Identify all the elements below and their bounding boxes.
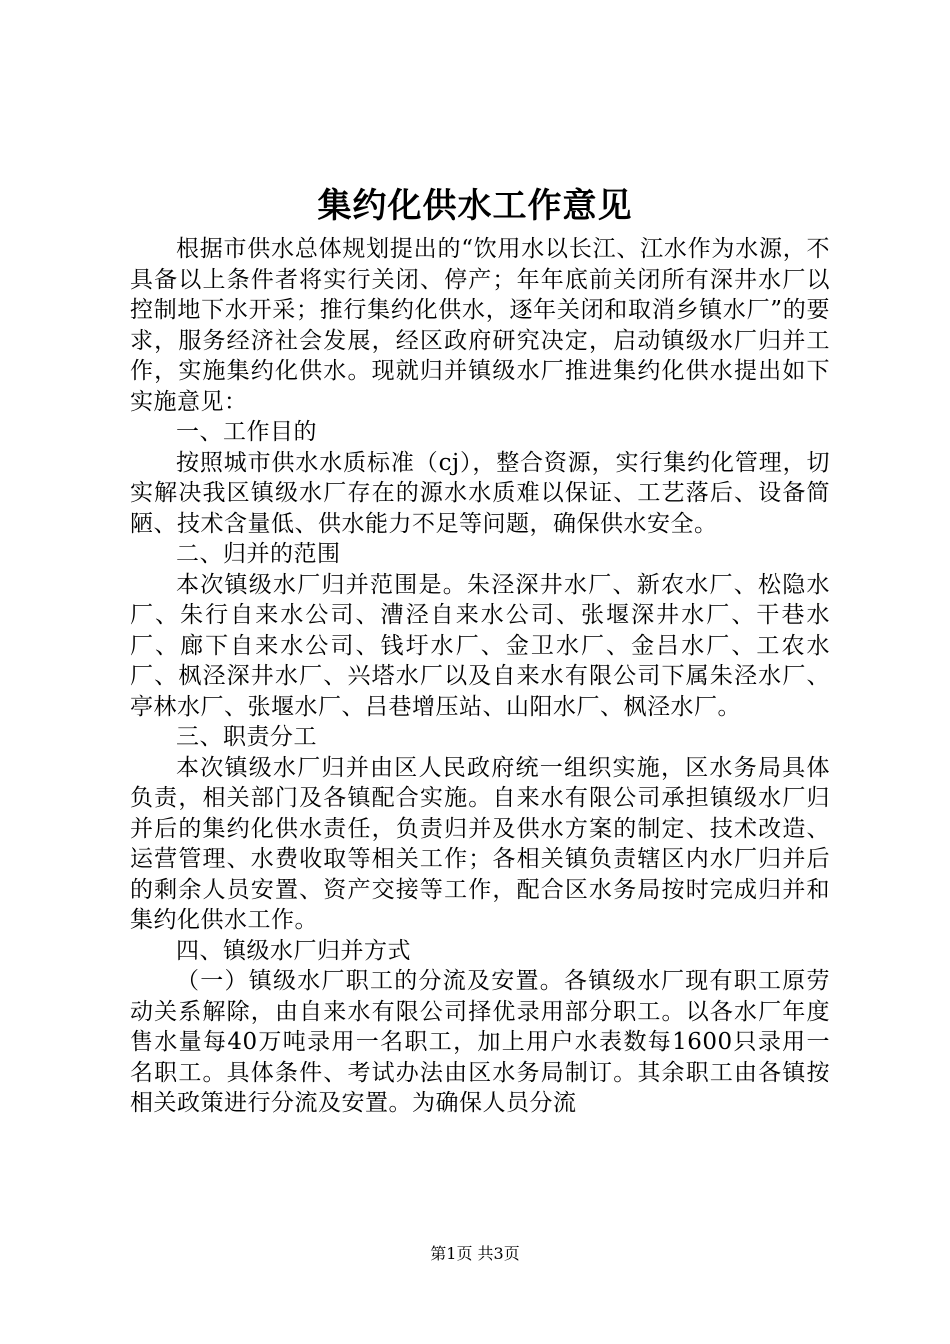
section-heading-3: 三、职责分工 (176, 724, 317, 750)
section-paragraph-2: 本次镇级水厂归并范围是。朱泾深井水厂、新农水厂、松隐水厂、朱行自来水公司、漕泾自来水公司、张堰深井水厂、干巷水厂、廊下自来水公司、钱圩水厂、金卫水厂、金吕水厂、工农水厂、枫泾深井水厂、兴塔水厂以及自来水有限公司下属朱泾水厂、亭林水厂、张堰水厂、吕巷增压站、山阳水厂、枫泾水厂。 (130, 571, 830, 720)
intro-paragraph: 根据市供水总体规划提出的“饮用水以长江、江水作为水源，不具备以上条件者将实行关闭、停产；年年底前关闭所有深井水厂以控制地下水开采；推行集约化供水，逐年关闭和取消乡镇水厂”的要求，服务经济社会发展，经区政府研究决定，启动镇级水厂归并工作，实施集约化供水。现就归并镇级水厂推进集约化供水提出如下实施意见： (130, 236, 830, 415)
section-heading-2: 二、归并的范围 (176, 541, 341, 567)
document-body (130, 234, 830, 1119)
section-paragraph-3: 本次镇级水厂归并由区人民政府统一组织实施，区水务局具体负责，相关部门及各镇配合实施。自来水有限公司承担镇级水厂归并后的集约化供水责任，负责归并及供水方案的制定、技术改造、运营管理、水费收取等相关工作；各相关镇负责辖区内水厂归并后的剩余人员安置、资产交接等工作，配合区水务局按时完成归并和集约化供水工作。 (130, 754, 830, 933)
section-paragraph-4: （一）镇级水厂职工的分流及安置。各镇级水厂现有职工原劳动关系解除，由自来水有限公司择优录用部分职工。以各水厂年度售水量每40万吨录用一名职工，加上用户水表数每1600只录用一名职工。具体条件、考试办法由区水务局制订。其余职工由各镇按相关政策进行分流及安置。为确保人员分流 (130, 968, 830, 1116)
page-number-footer: 第1页 共3页 (430, 1244, 520, 1263)
document-title: 集约化供水工作意见 (317, 186, 633, 226)
section-heading-4: 四、镇级水厂归并方式 (176, 937, 411, 964)
section-heading-1: 一、工作目的 (176, 419, 317, 445)
section-paragraph-1: 按照城市供水水质标准（cj），整合资源，实行集约化管理，切实解决我区镇级水厂存在的源水水质难以保证、工艺落后、设备简陋、技术含量低、供水能力不足等问题，确保供水安全。 (130, 449, 830, 537)
